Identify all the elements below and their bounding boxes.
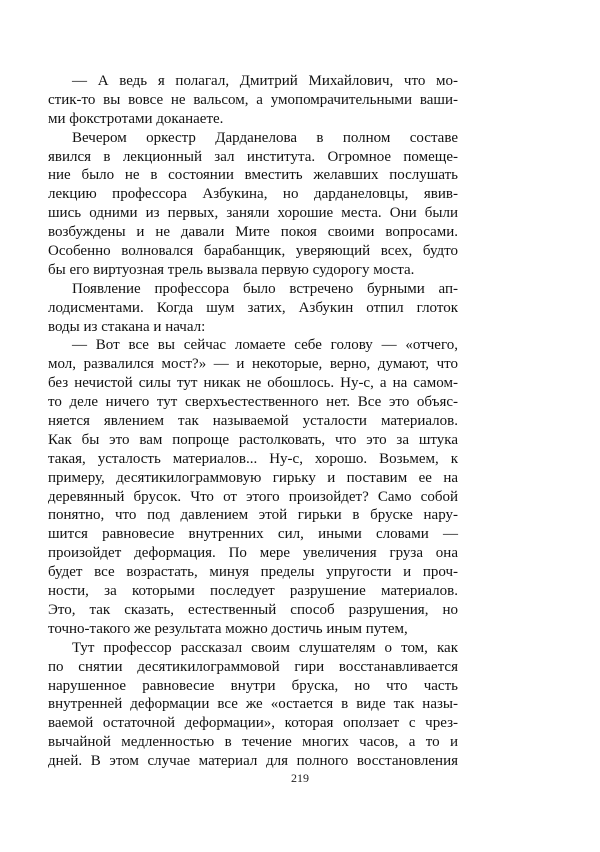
text-line: — Вот все вы сейчас ломаете себе голову — «отчего, xyxy=(72,337,458,354)
text-line: по снятии десятикилограммовой гири восстанавливается xyxy=(48,658,458,675)
text-line: без нечистой силы тут никак не обошлось. Ну-с, а на самом- xyxy=(48,375,458,392)
text-line: такая, усталость материалов... Ну-с, хорошо. Возьмем, к xyxy=(48,450,458,467)
text-line: Это, так сказать, естественный способ разрушения, но xyxy=(48,601,458,618)
text-line: шись одними из первых, заняли хорошие места. Они были xyxy=(48,205,458,222)
text-line: ми фокстротами доканаете. xyxy=(48,110,224,127)
text-line: воды из стакана и начал: xyxy=(48,318,206,335)
text-line: вычайной медленностью в течение многих часов, а то и xyxy=(48,734,458,751)
text-line: примеру, десятикилограммовую гирьку и поставим ее на xyxy=(48,469,458,486)
text-line: дней. В этом случае материал для полного восстановления xyxy=(48,753,458,770)
text-line: няется явлением так называемой усталости материалов. xyxy=(48,413,458,430)
text-line: будет все возрастать, минуя пределы упругости и проч- xyxy=(48,564,458,581)
text-line: деревянный брусок. Что от этого произойдет? Само собой xyxy=(48,488,458,505)
text-line: ности, за которыми последует разрушение материалов. xyxy=(48,583,458,600)
text-line: шится равновесие внутренних сил, иными словами — xyxy=(48,526,458,543)
text-line: ние было не в состоянии вместить желавших послушать xyxy=(48,167,458,184)
page-number: 219 xyxy=(291,771,309,785)
text-line: то деле ничего тут сверхъестественного нет. Все это объяс- xyxy=(48,394,458,411)
text-line: лодисментами. Когда шум затих, Азбукин отпил глоток xyxy=(48,299,458,316)
text-line: стик-то вы вовсе не вальсом, а умопомрачительными ваши- xyxy=(48,91,458,108)
text-line: Как бы это вам попроще растолковать, что это за штука xyxy=(48,431,458,448)
body-text xyxy=(48,72,458,771)
text-line: лекцию профессора Азбукина, но дарданеловцы, явив- xyxy=(48,186,458,203)
text-line: Вечером оркестр Дарданелова в полном составе xyxy=(72,129,458,146)
text-line: возбуждены и не давали Мите покоя своими вопросами. xyxy=(48,224,458,241)
text-line: понятно, что под давлением этой гирьки в бруске нару- xyxy=(48,507,458,524)
text-line: Тут профессор рассказал своим слушателям о том, как xyxy=(72,639,458,656)
text-line: явился в лекционный зал института. Огромное помеще- xyxy=(48,148,458,165)
text-line: ваемой остаточной деформации», которая оползает с чрез- xyxy=(48,715,458,732)
text-line: — А ведь я полагал, Дмитрий Михайлович, что мо- xyxy=(72,73,458,89)
text-line: бы его виртуозная трель вызвала первую судорогу моста. xyxy=(48,261,415,278)
text-line: мол, развалился мост?» — и некоторые, верно, думают, что xyxy=(48,356,458,373)
text-line: Появление профессора было встречено бурными ап- xyxy=(72,280,458,297)
text-line: Особенно волновался барабанщик, уверяющий всех, будто xyxy=(48,243,458,260)
text-line: нарушенное равновесие внутри бруска, но что часть xyxy=(48,677,458,694)
text-line: внутренней деформации все же «остается в виде так назы- xyxy=(48,696,458,713)
text-line: точно-такого же результата можно достичь иным путем, xyxy=(48,620,408,637)
text-line: произойдет деформация. По мере увеличения груза она xyxy=(48,545,458,562)
